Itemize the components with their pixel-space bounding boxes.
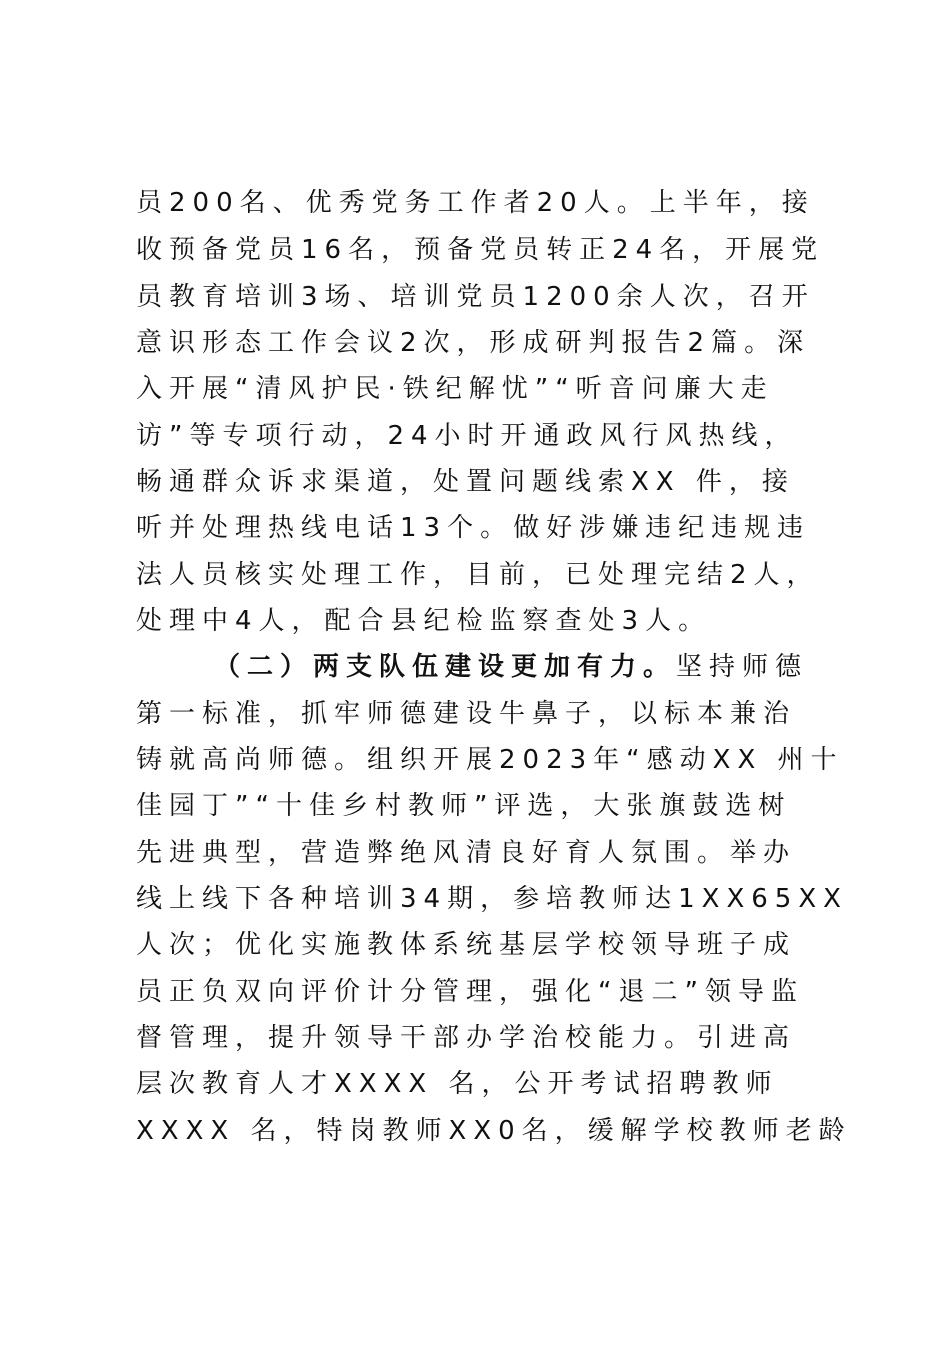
- body-line-7: 畅通群众诉求渠道，处置问题线索XX 件，接: [136, 467, 795, 497]
- section-heading: （二）两支队伍建设更加有力。: [214, 652, 677, 682]
- body-line-3: 员教育培训3场、培训党员1200余人次，召开: [136, 282, 815, 312]
- body-line-6: 访”等专项行动，24小时开通政风行风热线，: [136, 421, 798, 451]
- section-line-4: 先进典型，营造弊绝风清良好育人氛围。举办: [136, 838, 797, 868]
- section-line-1: 第一标准，抓牢师德建设牛鼻子，以标本兼治: [136, 699, 797, 729]
- body-line-4: 意识形态工作会议2次，形成研判报告2篇。深: [136, 328, 811, 358]
- body-line-2: 收预备党员16名，预备党员转正24名，开展党: [136, 235, 825, 265]
- section-line-8: 督管理，提升领导干部办学治校能力。引进高: [136, 1023, 797, 1053]
- section-line-6: 人次；优化实施教体系统基层学校领导班子成: [136, 930, 797, 960]
- body-line-5: 入开展“清风护民·铁纪解忧”“听音问廉大走: [136, 374, 774, 404]
- section-heading-continuation: 坚持师德: [676, 652, 809, 682]
- body-line-9: 法人员核实处理工作，目前，已处理完结2人，: [136, 560, 820, 590]
- body-line-8: 听并处理热线电话13个。做好涉嫌违纪违规违: [136, 513, 811, 543]
- section-line-10: XXXX 名，特岗教师XX0名，缓解学校教师老龄: [136, 1116, 852, 1146]
- body-line-1: 员200名、优秀党务工作者20人。上半年，接: [136, 188, 815, 218]
- section-heading-line: [214, 647, 836, 687]
- section-line-3: 佳园丁”“十佳乡村教师”评选，大张旗鼓选树: [136, 791, 792, 821]
- section-line-7: 员正负双向评价计分管理，强化“退二”领导监: [136, 977, 804, 1007]
- section-line-5: 线上线下各种培训34期，参培教师达1XX65XX: [136, 884, 848, 914]
- body-line-10: 处理中4人，配合县纪检监察查处3人。: [136, 606, 712, 636]
- section-line-2: 铸就高尚师德。组织开展2023年“感动XX 州十: [136, 745, 844, 775]
- section-line-9: 层次教育人才XXXX 名，公开考试招聘教师: [136, 1069, 779, 1099]
